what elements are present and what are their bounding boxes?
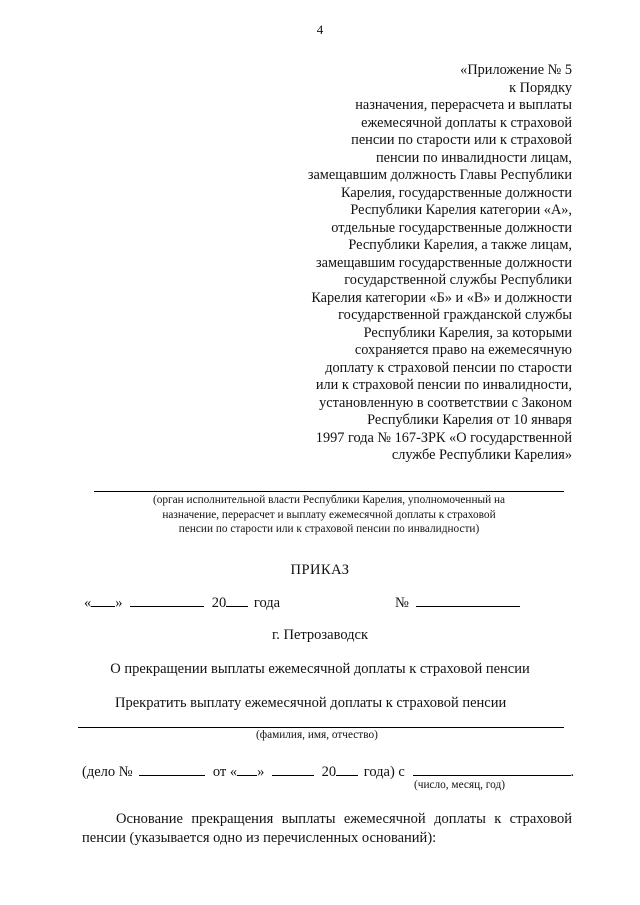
appendix-line: службе Республики Карелия» xyxy=(391,447,572,463)
org-blank-line xyxy=(94,491,564,492)
fio-caption: (фамилия, имя, отчество) xyxy=(256,729,378,741)
open-quote: « xyxy=(84,595,92,611)
case-year-blank xyxy=(336,763,358,776)
fio-blank-line xyxy=(78,727,564,728)
appendix-line: государственной службы Республики xyxy=(344,272,572,288)
date-caption: (число, месяц, год) xyxy=(414,779,505,791)
order-number xyxy=(395,594,520,612)
number-blank xyxy=(416,594,520,607)
appendix-line: ежемесячной доплаты к страховой xyxy=(361,114,572,131)
appendix-line: установленную в соответствии с Законом xyxy=(319,394,572,411)
appendix-line: Республики Карелия, а также лицам, xyxy=(348,237,572,253)
appendix-line: Республики Карелия, за которыми xyxy=(363,324,572,341)
start-date-blank xyxy=(413,763,571,776)
case-day-blank xyxy=(237,763,257,776)
case-year-prefix: 20 xyxy=(321,764,337,780)
appendix-line: или к страховой пенсии по инвалидности, xyxy=(315,377,572,393)
year-blank xyxy=(226,594,248,607)
appendix-line: пенсии по старости или к страховой xyxy=(351,132,572,148)
appendix-line: «Приложение № 5 xyxy=(460,62,572,78)
case-end: . xyxy=(570,764,575,780)
case-prefix: (дело № xyxy=(82,764,133,780)
order-title: ПРИКАЗ xyxy=(290,562,350,578)
appendix-line: отдельные государственные должности xyxy=(331,219,572,236)
basis-text: Основание прекращения выплаты ежемесячной доплаты к страховой пенсии (указывается одно из перечисленных оснований): xyxy=(82,811,572,846)
org-caption-line: (орган исполнительной власти Республики Карелия, уполномоченный на xyxy=(152,494,506,506)
appendix-line: сохраняется право на ежемесячную xyxy=(354,342,572,358)
year-prefix: 20 xyxy=(211,595,227,611)
case-from: от « xyxy=(212,764,238,780)
year-word: года xyxy=(253,595,281,611)
appendix-line: Республики Карелия от 10 января xyxy=(367,412,572,428)
appendix-line: замещавшим должность Главы Республики xyxy=(307,167,572,183)
order-subject: О прекращении выплаты ежемесячной доплаты к страховой пенсии xyxy=(110,661,530,677)
appendix-line: назначения, перерасчета и выплаты xyxy=(355,97,572,113)
city: г. Петрозаводск xyxy=(271,627,369,643)
appendix-line: Республики Карелия категории «А», xyxy=(350,202,572,218)
appendix-line: замещавшим государственные должности xyxy=(315,254,572,271)
case-month-blank xyxy=(272,763,314,776)
number-sign: № xyxy=(395,595,409,611)
appendix-line: государственной гражданской службы xyxy=(338,307,572,323)
case-suffix: года) с xyxy=(363,764,405,780)
appendix-line: Карелия категории «Б» и «В» и должности xyxy=(311,289,572,306)
month-blank xyxy=(130,594,204,607)
appendix-block xyxy=(308,62,572,465)
page-number: 4 xyxy=(316,22,324,37)
appendix-line: 1997 года № 167-ЗРК «О государственной xyxy=(315,429,572,446)
date-row xyxy=(84,594,280,612)
appendix-line: доплату к страховой пенсии по старости xyxy=(325,359,572,376)
org-caption-line: назначение, перерасчет и выплату ежемесячной доплаты к страховой xyxy=(162,508,496,521)
appendix-line: к Порядку xyxy=(509,79,572,96)
case-number-blank xyxy=(139,763,205,776)
org-caption xyxy=(94,493,564,537)
case-close-quote: » xyxy=(257,764,265,780)
org-caption-line: пенсии по старости или к страховой пенсии по инвалидности) xyxy=(178,523,480,535)
day-blank xyxy=(91,594,115,607)
appendix-line: Карелия, государственные должности xyxy=(341,184,572,201)
order-text: Прекратить выплату ежемесячной доплаты к страховой пенсии xyxy=(115,695,507,711)
appendix-line: пенсии по инвалидности лицам, xyxy=(375,149,572,166)
basis-paragraph xyxy=(82,810,572,848)
close-quote: » xyxy=(115,595,123,611)
